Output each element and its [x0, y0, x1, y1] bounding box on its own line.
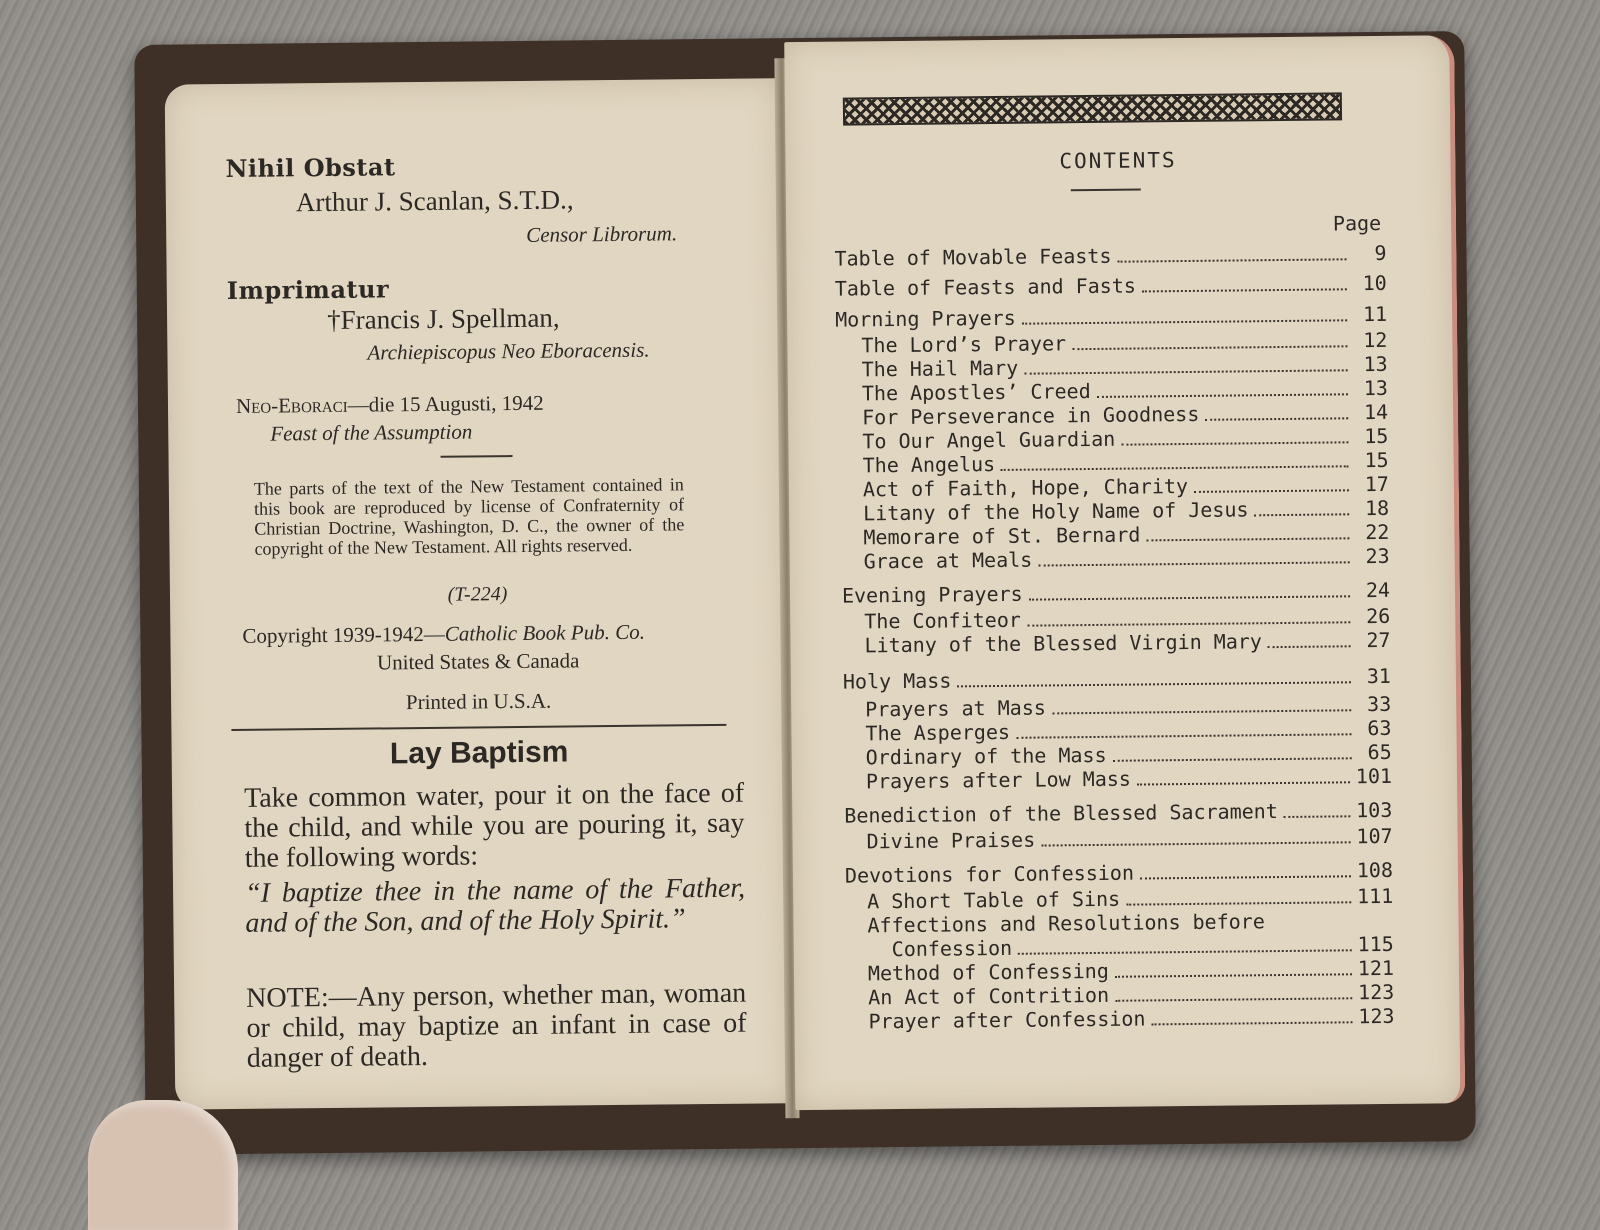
toc-leader-dots: [1018, 935, 1352, 954]
toc-leader-dots: [1121, 427, 1348, 445]
toc-entry-page: 26: [1356, 604, 1390, 628]
toc-entry: [842, 578, 1390, 608]
toc-entry: [835, 302, 1387, 332]
toc-leader-dots: [1027, 607, 1351, 626]
toc-entry-page: 11: [1353, 302, 1387, 326]
toc-entry-page: 23: [1356, 544, 1390, 568]
lay-baptism-instructions: Take common water, pour it on the face of the child, and while you are pouring it, say the following words:: [244, 779, 745, 874]
copyright-line: [242, 620, 645, 649]
toc-entry-title: The Asperges: [865, 720, 1010, 746]
toc-entry-page: 12: [1353, 328, 1387, 352]
printed-line: Printed in U.S.A.: [171, 686, 786, 717]
toc-entry-page: 22: [1355, 520, 1389, 544]
toc-leader-dots: [1271, 913, 1354, 928]
toc-entry-page: 103: [1356, 798, 1392, 822]
toc-entry-page: 18: [1355, 496, 1389, 520]
toc-entry-title: Memorare of St. Bernard: [863, 522, 1140, 549]
toc-entry-title: Litany of the Holy Name of Jesus: [863, 497, 1249, 525]
toc-leader-dots: [1097, 379, 1348, 398]
lay-baptism-formula: “I baptize thee in the name of the Father, and of the Son, and of the Holy Spirit.”: [245, 874, 746, 939]
toc-entry: [834, 241, 1386, 271]
toc-entry-title: Prayers after Low Mass: [866, 767, 1131, 794]
copyright-region: United States & Canada: [171, 646, 786, 677]
toc-leader-dots: [1205, 403, 1348, 420]
toc-leader-dots: [1112, 743, 1351, 762]
copyright-publisher: Catholic Book Pub. Co.: [445, 620, 645, 646]
toc-entry: [845, 858, 1393, 888]
contents-title: CONTENTS: [785, 145, 1450, 176]
toc-entry: [864, 544, 1390, 574]
toc-leader-dots: [1115, 983, 1352, 1001]
toc-entry-title: Act of Faith, Hope, Charity: [863, 474, 1188, 501]
toc-leader-dots: [957, 667, 1351, 687]
toc-entry-title: Confession: [892, 936, 1013, 961]
date-text: —die 15 Augusti, 1942: [348, 391, 544, 417]
toc-entry: [835, 271, 1387, 301]
toc-entry-page: 108: [1357, 858, 1393, 882]
toc-entry-title: Litany of the Blessed Virgin Mary: [864, 629, 1262, 657]
toc-leader-dots: [1041, 827, 1350, 846]
toc-entry-page: 13: [1354, 376, 1388, 400]
toc-entry-title: An Act of Contrition: [868, 983, 1109, 1010]
toc-leader-dots: [1016, 719, 1352, 739]
toc-entry-page: 111: [1357, 884, 1393, 908]
toc-entry-page: 13: [1354, 352, 1388, 376]
toc-entry-title: Devotions for Confession: [845, 861, 1134, 888]
copyright-prefix: Copyright 1939-1942—: [242, 622, 445, 648]
toc-leader-dots: [1268, 631, 1351, 648]
toc-entry-title: For Perseverance in Goodness: [862, 402, 1199, 430]
toc-leader-dots: [1052, 695, 1352, 714]
right-page: [784, 35, 1465, 1110]
thumb: [88, 1100, 238, 1230]
toc-entry-page: 63: [1357, 716, 1391, 740]
toc-entry-title: Morning Prayers: [835, 306, 1016, 332]
toc-leader-dots: [1254, 499, 1349, 516]
short-divider: [441, 455, 513, 458]
toc-leader-dots: [1151, 1007, 1352, 1025]
left-page: [165, 78, 791, 1109]
toc-entry-page: 15: [1355, 448, 1389, 472]
toc-entry-page: 115: [1357, 932, 1393, 956]
censor-title: Censor Librorum.: [526, 221, 677, 248]
toc-entry-title: Benediction of the Blessed Sacrament: [844, 799, 1278, 828]
toc-entry-title: Table of Feasts and Fasts: [835, 274, 1136, 301]
toc-entry: [864, 628, 1390, 658]
toc-entry-page: 33: [1357, 692, 1391, 716]
table-of-contents: [784, 35, 1449, 42]
nihil-obstat-label: Nihil Obstat: [225, 152, 395, 183]
toc-entry-title: Prayers at Mass: [865, 695, 1046, 721]
toc-entry-title: Grace at Meals: [864, 548, 1033, 574]
toc-leader-dots: [1038, 547, 1350, 566]
toc-leader-dots: [1029, 581, 1351, 600]
toc-entry-title: A Short Table of Sins: [867, 887, 1120, 914]
toc-leader-dots: [1284, 801, 1351, 818]
toc-entry-title: Holy Mass: [843, 668, 952, 693]
archbishop-title: Archiepiscopus Neo Eboracensis.: [367, 338, 649, 366]
toc-entry-page: 15: [1354, 424, 1388, 448]
toc-entry: [843, 664, 1391, 694]
toc-entry-title: Method of Confessing: [868, 959, 1109, 986]
toc-leader-dots: [1072, 331, 1347, 350]
toc-entry-page: 123: [1358, 980, 1394, 1004]
license-text: The parts of the text of the New Testament contained in this book are reproduced by license of Confraternity of Christian Doctrine, Washington, D. C., the owner of the copyright of the New Testament. All rights reserved.: [254, 474, 685, 558]
toc-entry-title: Affections and Resolutions before: [867, 909, 1265, 937]
feast-name: Feast of the Assumption: [270, 419, 472, 446]
archbishop-name: †Francis J. Spellman,: [327, 303, 560, 336]
code-number: (T-224): [170, 580, 785, 609]
toc-entry-title: Prayer after Confession: [868, 1006, 1145, 1033]
toc-leader-dots: [1142, 274, 1347, 292]
toc-entry-page: 10: [1353, 271, 1387, 295]
toc-entry-page: 121: [1358, 956, 1394, 980]
toc-leader-dots: [1022, 305, 1348, 324]
toc-leader-dots: [1115, 959, 1352, 977]
lay-baptism-note: NOTE:—Any person, whether man, woman or child, may baptize an infant in case of danger of death.: [246, 979, 747, 1074]
toc-leader-dots: [1140, 861, 1351, 879]
toc-entry-page: 65: [1358, 740, 1392, 764]
toc-leader-dots: [1194, 475, 1349, 493]
toc-leader-dots: [1137, 767, 1350, 785]
toc-leader-dots: [1146, 523, 1349, 541]
toc-entry-page: 24: [1356, 578, 1390, 602]
contents-divider: [1071, 188, 1141, 191]
censor-name: Arthur J. Scanlan, S.T.D.,: [296, 184, 574, 218]
toc-entry-title: The Confiteor: [864, 608, 1021, 634]
date-line: [236, 391, 544, 419]
toc-entry-page: 31: [1357, 664, 1391, 688]
toc-entry-title: The Lord’s Prayer: [861, 331, 1066, 357]
toc-entry-title: Table of Movable Feasts: [834, 244, 1111, 271]
ornamental-border: [843, 92, 1342, 125]
toc-entry-title: The Angelus: [863, 452, 996, 477]
toc-entry-page: 101: [1356, 764, 1392, 788]
imprimatur-label: Imprimatur: [227, 274, 390, 305]
toc-entry: [868, 1004, 1394, 1034]
toc-entry-title: Ordinary of the Mass: [866, 743, 1107, 770]
toc-entry-title: Evening Prayers: [842, 582, 1023, 608]
toc-entry-page: 9: [1352, 241, 1386, 265]
toc-entry-page: 17: [1355, 472, 1389, 496]
toc-entry-title: To Our Angel Guardian: [862, 427, 1115, 454]
toc-entry-title: The Hail Mary: [862, 356, 1019, 382]
toc-leader-dots: [1024, 355, 1348, 374]
date-place: Neo-Eboraci: [236, 393, 348, 418]
toc-entry: [844, 798, 1392, 828]
toc-entry: [866, 764, 1392, 794]
toc-entry: [866, 824, 1392, 854]
toc-entry-page: 27: [1356, 628, 1390, 652]
toc-entry-page: 123: [1358, 1004, 1394, 1028]
page-column-label: Page: [1333, 211, 1381, 236]
toc-entry-page: 107: [1356, 824, 1392, 848]
toc-entry-title: Divine Praises: [866, 828, 1035, 854]
lay-baptism-title: Lay Baptism: [172, 733, 787, 773]
toc-leader-dots: [1001, 451, 1349, 471]
toc-leader-dots: [1126, 887, 1351, 905]
toc-entry-page: 14: [1354, 400, 1388, 424]
toc-entry-title: The Apostles’ Creed: [862, 379, 1091, 405]
prayer-book: [134, 31, 1476, 1155]
toc-leader-dots: [1117, 244, 1346, 262]
long-divider: [231, 724, 726, 731]
